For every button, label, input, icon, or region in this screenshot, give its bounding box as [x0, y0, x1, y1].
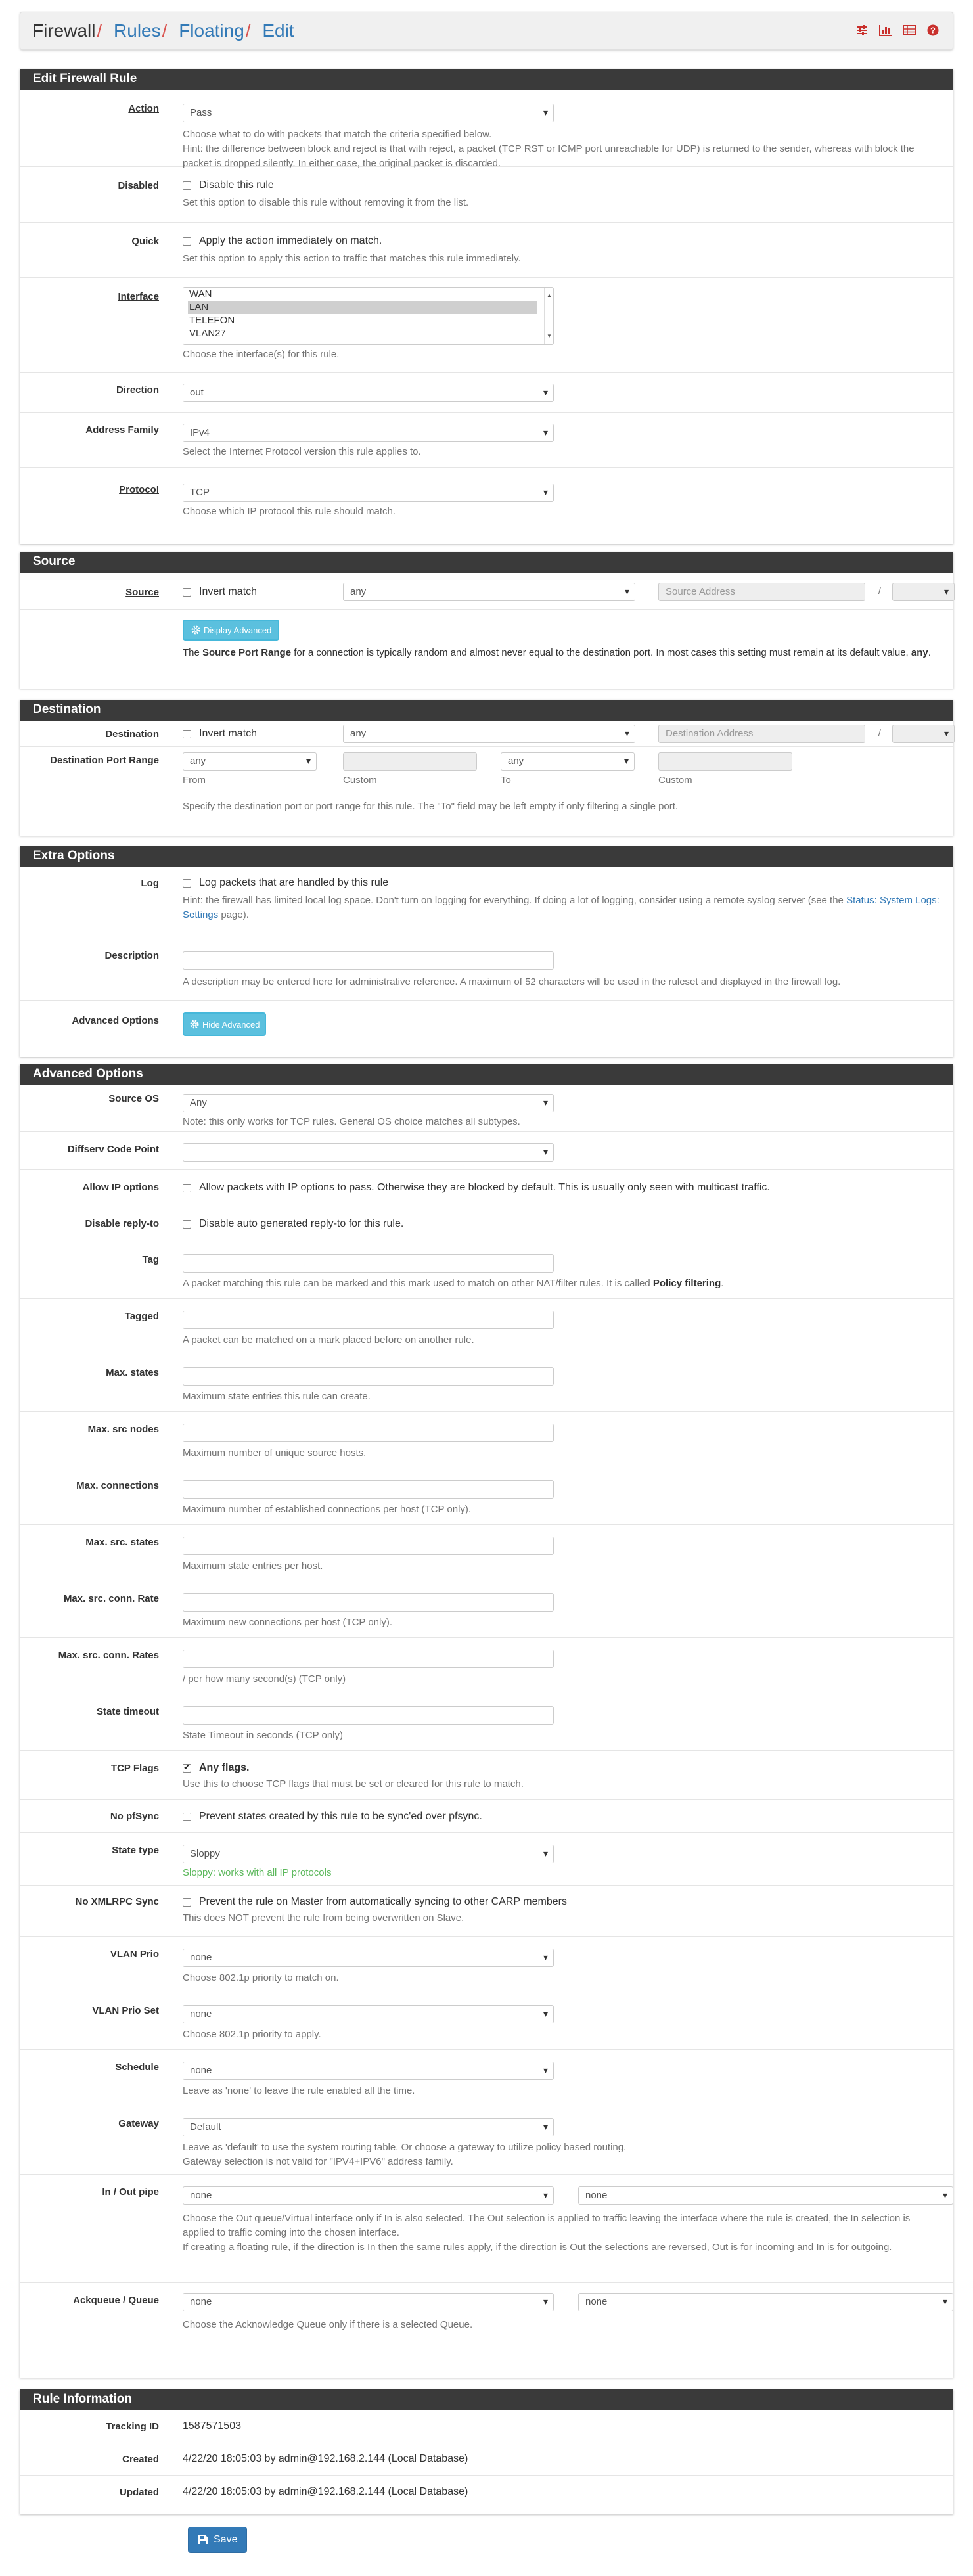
hide-advanced-button[interactable]: Hide Advanced — [183, 1012, 266, 1036]
created-value: 4/22/20 18:05:03 by admin@192.168.2.144 (Local Database) — [183, 2453, 468, 2464]
disabled-checkbox[interactable] — [183, 181, 191, 190]
interface-option[interactable]: TELEFON — [189, 315, 235, 326]
extra-options-panel: Extra Options Log Log packets that are handled by this rule Hint: the firewall has limited local log space. Don't turn on logging for everything. If doing a lot of logging, consider using a remote syslog server (see the Status: System Logs: Settings page). Description A description may be entered here for administrative reference. A maximum of 52 characters will be used in the ruleset and displayed in the firewall log. Advanced Options Hide Advanced — [20, 846, 953, 1057]
queue-select[interactable]: none ▾ — [578, 2293, 953, 2311]
state-type-label: State type — [112, 1845, 159, 1856]
interface-option[interactable]: LAN — [188, 301, 537, 314]
breadcrumb-home: Firewall — [32, 20, 96, 41]
max-src-nodes-input[interactable] — [183, 1424, 554, 1442]
vlan-prio-set-label: VLAN Prio Set — [92, 2005, 159, 2016]
destination-type-select[interactable]: any ▾ — [343, 725, 635, 743]
state-type-select[interactable]: Sloppy ▾ — [183, 1845, 554, 1863]
quick-label: Quick — [131, 236, 159, 247]
tagged-input[interactable] — [183, 1311, 554, 1329]
no-pfsync-label: No pfSync — [110, 1811, 159, 1822]
max-conn-rate-label: Max. src. conn. Rate — [63, 1593, 159, 1604]
schedule-label: Schedule — [115, 2062, 159, 2073]
in-out-pipe-label: In / Out pipe — [102, 2186, 159, 2198]
bar-chart-icon[interactable] — [879, 24, 892, 37]
panel-title: Extra Options — [20, 846, 953, 867]
source-port-help: The Source Port Range for a connection is typically random and almost never equal to the destination port. In most cases this setting must remain at its default value, any. — [183, 647, 931, 658]
system-logs-settings-link[interactable]: Status: System Logs: Settings — [183, 895, 939, 920]
tracking-id-label: Tracking ID — [106, 2421, 159, 2432]
ip-options-checkbox[interactable] — [183, 1184, 191, 1192]
ip-options-label: Allow IP options — [82, 1182, 159, 1193]
vlan-prio-label: VLAN Prio — [110, 1949, 159, 1960]
help-icon[interactable] — [926, 24, 939, 37]
created-label: Created — [122, 2454, 159, 2465]
breadcrumb-rules[interactable]: Rules — [114, 20, 161, 41]
destination-address-input[interactable]: Destination Address — [658, 725, 865, 743]
vlan-prio-select[interactable]: none ▾ — [183, 1949, 554, 1967]
tcp-flags-label: TCP Flags — [110, 1763, 159, 1774]
source-invert-checkbox[interactable] — [183, 588, 191, 597]
breadcrumb-edit[interactable]: Edit — [262, 20, 294, 41]
action-help: Choose what to do with packets that match the criteria specified below. Hint: the difference between block and reject is that with reject, a packet (TCP RST or ICMP port unreachable for UDP) is returned to the sender, whereas with block the packet is dropped silently. In either case, the original packet is discarded. — [183, 129, 915, 169]
source-os-label: Source OS — [108, 1093, 159, 1104]
max-conn-rate-input[interactable] — [183, 1593, 554, 1612]
destination-port-label: Destination Port Range — [50, 755, 159, 766]
source-label: Source — [125, 587, 159, 598]
direction-label: Direction — [116, 384, 159, 395]
log-label: Log — [141, 878, 159, 889]
action-label: Action — [128, 103, 159, 114]
no-xmlrpc-label: No XMLRPC Sync — [75, 1896, 159, 1907]
max-src-nodes-label: Max. src nodes — [87, 1424, 159, 1435]
panel-title: Advanced Options — [20, 1064, 953, 1085]
interface-label: Interface — [118, 291, 159, 302]
tag-input[interactable] — [183, 1254, 554, 1273]
address-family-label: Address Family — [85, 424, 159, 436]
panel-title: Source — [20, 552, 953, 573]
breadcrumb: Firewall/ Rules/ Floating/ Edit ? — [20, 12, 953, 50]
schedule-select[interactable]: none ▾ — [183, 2062, 554, 2080]
max-conn-rates-input[interactable] — [183, 1650, 554, 1668]
tag-label: Tag — [142, 1254, 159, 1265]
dest-port-from-select[interactable]: any ▾ — [183, 752, 317, 771]
interface-option[interactable]: WAN — [189, 288, 212, 300]
listbox-scrollbar[interactable]: ▲ ▼ — [544, 288, 553, 344]
rule-information-panel — [20, 2389, 953, 2514]
breadcrumb-floating[interactable]: Floating — [179, 20, 244, 41]
in-pipe-select[interactable]: none ▾ — [183, 2186, 554, 2205]
save-button[interactable]: Save — [188, 2527, 247, 2553]
protocol-select[interactable]: TCP ▾ — [183, 484, 554, 502]
gateway-select[interactable]: Default ▾ — [183, 2118, 554, 2136]
save-icon — [198, 2535, 208, 2545]
tagged-label: Tagged — [124, 1311, 159, 1322]
max-src-states-input[interactable] — [183, 1537, 554, 1555]
dest-port-from-custom[interactable] — [343, 752, 477, 771]
description-input[interactable] — [183, 951, 554, 970]
max-connections-input[interactable] — [183, 1480, 554, 1499]
max-states-label: Max. states — [106, 1367, 159, 1378]
reply-to-label: Disable reply-to — [85, 1218, 159, 1229]
panel-title: Rule Information — [20, 2389, 953, 2410]
dest-port-to-select[interactable]: any ▾ — [501, 752, 635, 771]
no-pfsync-checkbox[interactable] — [183, 1813, 191, 1821]
advanced-options-panel: Advanced Options Source OS Any ▾ Note: this only works for TCP rules. General OS choice matches all subtypes. Diffserv Code Point ▾ Allow IP options Allow packets with IP options to pass. Otherwise they are blocked by default. This is usually only seen with multicast traffic. Disable reply-to Disable auto generated reply-to for this rule. Tag A packet matching this rule can be marked and this mark used to match on other NAT/filter rules. It is called Policy filtering. Tagged A packet can be matched on a mark placed before on another rule. Max. states Maximum state entries this rule can create. Max. src nodes Maximum number of unique source hosts. Max. connections Maximum number of established connections per host (TCP only). Max. src. states Maximum state entries per host. Max. src. conn. Rate Maximum new connections per host (TCP only). Max. src. conn. Rates / per how many second(s) (TCP only) State timeout State Timeout in seconds (TCP only) TCP Flags ✔ Any flags. Use this to choose TCP flags that must be set or cleared for this rule to match. No pfSync Prevent states created by this rule to be sync'ed over pfsync. State type Sloppy ▾ Sloppy: works with all IP protocols No XMLRPC Sync Prevent the rule on Master from automatically syncing to other CARP members This does NOT prevent the rule from being overwritten on Slave. VLAN Prio none ▾ Choose 802.1p priority to match on. VLAN Prio Set none ▾ Choose 802.1p priority to apply. Schedule none ▾ Leave as 'none' to leave the rule enabled all the time. Gateway Default ▾ Leave as 'default' to use the system routing table. Or choose a gateway to utilize policy based routing. Gateway selection is not valid for "IPV4+IPV6" address family. In / Out pipe none ▾ none ▾ Choose the Out queue/Virtual interface only if In is also selected. The Out selection is applied to traffic leaving the interface where the rule is created, the In selection is applied to traffic coming into the chosen interface. If creating a floating rule, if the direction is In then the same rules apply, if the direction is Out the selections are reversed, Out is for incoming and In is for outgoing. Ackqueue / Queue none ▾ none ▾ Choose the Acknowledge Queue only if there is a selected Queue. — [20, 1064, 953, 2378]
ackqueue-select[interactable]: none ▾ — [183, 2293, 554, 2311]
source-mask-select[interactable] — [892, 583, 955, 601]
destination-invert-checkbox[interactable] — [183, 730, 191, 738]
reply-to-checkbox[interactable] — [183, 1220, 191, 1229]
edit-rule-panel: Edit Firewall Rule Action Pass ▾ Choose what to do with packets that match the criteria specified below. Hint: the difference between block and reject is that with reject, a packet (TCP RST or ICMP port unreachable for UDP) is returned to the sender, whereas with block the packet is dropped silently. In either case, the original packet is discarded. Disabled Disable this rule Set this option to disable this rule without removing it from the list. Quick Apply the action immediately on match. Set this option to apply this action to traffic that matches this rule immediately. Interface WAN LAN TELEFON VLAN27 ▲ ▼ Choose the interface(s) for this rule. Direction out ▾ Address Family IPv4 ▾ Select the Internet Protocol version this rule applies to. Protocol TCP ▾ Choose which IP protocol this rule should match. — [20, 69, 953, 544]
log-checkbox[interactable] — [183, 879, 191, 888]
panel-title: Destination — [20, 700, 953, 721]
log-help: Hint: the firewall has limited local log space. Don't turn on logging for everything. If doing a lot of logging, consider using a remote syslog server (see the Status: System Logs: Settings page). — [183, 895, 939, 920]
vlan-prio-set-select[interactable]: none ▾ — [183, 2005, 554, 2023]
out-pipe-select[interactable]: none ▾ — [578, 2186, 953, 2205]
source-os-select[interactable]: Any ▾ — [183, 1094, 554, 1112]
advanced-options-label: Advanced Options — [72, 1015, 159, 1026]
panel-title: Edit Firewall Rule — [20, 69, 953, 90]
quick-checkbox[interactable] — [183, 237, 191, 246]
max-connections-label: Max. connections — [76, 1480, 159, 1491]
address-family-select[interactable]: IPv4 ▾ — [183, 424, 554, 442]
gateway-label: Gateway — [118, 2118, 159, 2129]
dscp-select[interactable] — [183, 1143, 554, 1162]
svg-text:?: ? — [930, 25, 936, 35]
any-flags-checkbox[interactable] — [183, 1764, 191, 1773]
ackqueue-label: Ackqueue / Queue — [73, 2295, 159, 2306]
description-label: Description — [104, 950, 159, 961]
source-type-select[interactable]: any ▾ — [343, 583, 635, 601]
source-address-input[interactable]: Source Address — [658, 583, 865, 601]
max-states-input[interactable] — [183, 1367, 554, 1386]
no-xmlrpc-checkbox[interactable] — [183, 1898, 191, 1907]
tracking-id-value: 1587571503 — [183, 2420, 241, 2431]
destination-label: Destination — [105, 729, 159, 740]
updated-value: 4/22/20 18:05:03 by admin@192.168.2.144 (Local Database) — [183, 2486, 468, 2497]
dest-port-to-custom[interactable] — [658, 752, 792, 771]
interface-option[interactable]: VLAN27 — [189, 328, 226, 339]
state-timeout-label: State timeout — [96, 1706, 159, 1717]
updated-label: Updated — [120, 2487, 159, 2498]
disabled-label: Disabled — [118, 180, 159, 191]
source-panel: Source Source Invert match any ▾ Source Address / ▾ Display Advanced The Source Port Range for a connection is typically random and almost never equal to the destination port. In most cases this setting must remain at its default value, any. — [20, 552, 953, 689]
destination-mask-select[interactable] — [892, 725, 955, 743]
gear-icon — [191, 625, 201, 635]
action-select[interactable]: Pass ▾ — [183, 104, 554, 122]
sliders-icon[interactable] — [855, 24, 869, 37]
dscp-label: Diffserv Code Point — [67, 1144, 159, 1155]
max-conn-rates-label: Max. src. conn. Rates — [58, 1650, 159, 1661]
display-advanced-button[interactable]: Display Advanced — [183, 620, 279, 641]
state-timeout-input[interactable] — [183, 1706, 554, 1725]
direction-select[interactable]: out ▾ — [183, 384, 554, 402]
protocol-label: Protocol — [119, 484, 159, 495]
gear-icon — [189, 1019, 200, 1029]
interface-listbox[interactable] — [183, 287, 554, 345]
table-icon[interactable] — [903, 24, 916, 37]
destination-panel: Destination Destination Invert match any ▾ Destination Address / ▾ Destination Port Range any ▾ any ▾ From Custom To Custom Specify the destination port or port range for this rule. The "To" field may be left empty if only filtering a single port. — [20, 700, 953, 836]
max-src-states-label: Max. src. states — [85, 1537, 159, 1548]
